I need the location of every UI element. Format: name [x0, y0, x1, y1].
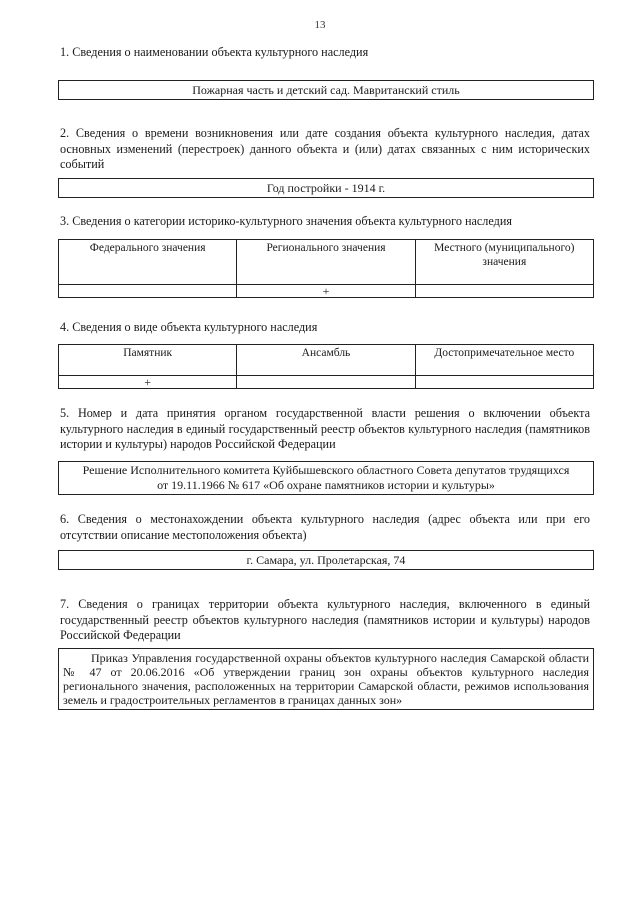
construction-date-box [58, 178, 594, 198]
section-2-heading: 2. Сведения о времени возникновения или дате создания объекта культурного наследия, датах основных изменений (перестроек) данного объекта и (или) датах связанных с ним исторических событий [60, 126, 590, 171]
decision-line-1: Решение Исполнительного комитета Куйбышевского областного Совета депутатов трудящихся [82, 463, 570, 477]
section-6-heading: 6. Сведения о местонахождении объекта культурного наследия (адрес объекта или при его отсутствии описание местоположения объекта) [60, 512, 590, 542]
category-mark-regional: + [237, 285, 415, 298]
section-3-heading: 3. Сведения о категории историко-культурного значения объекта культурного наследия [60, 214, 512, 228]
decision-box [58, 461, 594, 495]
boundaries-value: Приказ Управления государственной охраны объектов культурного наследия Самарской области № 47 от 20.06.2016 «Об утверждении границ зон охраны объектов культурного наследия регионального значения, расположенных на территории Самарской области, режимов использования земель и градостроительных регламентов в границах данных зон» [63, 651, 589, 707]
page-number: 13 [314, 19, 326, 31]
object-name-value: Пожарная часть и детский сад. Мавританский стиль [192, 83, 460, 97]
boundaries-box [58, 648, 594, 710]
type-col-monument: Памятник [59, 345, 237, 376]
category-mark-local [415, 285, 593, 298]
section-1-heading: 1. Сведения о наименовании объекта культурного наследия [60, 45, 369, 59]
category-col-federal: Федерального значения [59, 240, 237, 285]
section-4-heading: 4. Сведения о виде объекта культурного наследия [60, 320, 318, 334]
location-value: г. Самара, ул. Пролетарская, 74 [246, 553, 406, 567]
type-mark-monument: + [59, 376, 237, 389]
type-mark-landmark [415, 376, 593, 389]
type-col-ensemble: Ансамбль [237, 345, 415, 376]
type-table [58, 344, 594, 389]
section-7-heading: 7. Сведения о границах территории объекта культурного наследия, включенного в единый государственный реестр объектов культурного наследия (памятников истории и культуры) народов Российской Федерации [60, 597, 590, 642]
object-name-box [58, 80, 594, 100]
type-col-landmark: Достопримечательное место [415, 345, 593, 376]
category-col-regional: Регионального значения [237, 240, 415, 285]
decision-line-2: от 19.11.1966 № 617 «Об охране памятников истории и культуры» [157, 478, 495, 492]
type-mark-ensemble [237, 376, 415, 389]
category-table [58, 239, 594, 298]
section-5-heading: 5. Номер и дата принятия органом государственной власти решения о включении объекта культурного наследия в единый государственный реестр объектов культурного наследия (памятников истории и культуры) народов Российской Федерации [60, 406, 590, 451]
construction-date-value: Год постройки - 1914 г. [266, 181, 386, 195]
category-mark-federal [59, 285, 237, 298]
location-box [58, 550, 594, 570]
category-col-local: Местного (муниципального) значения [415, 240, 593, 285]
